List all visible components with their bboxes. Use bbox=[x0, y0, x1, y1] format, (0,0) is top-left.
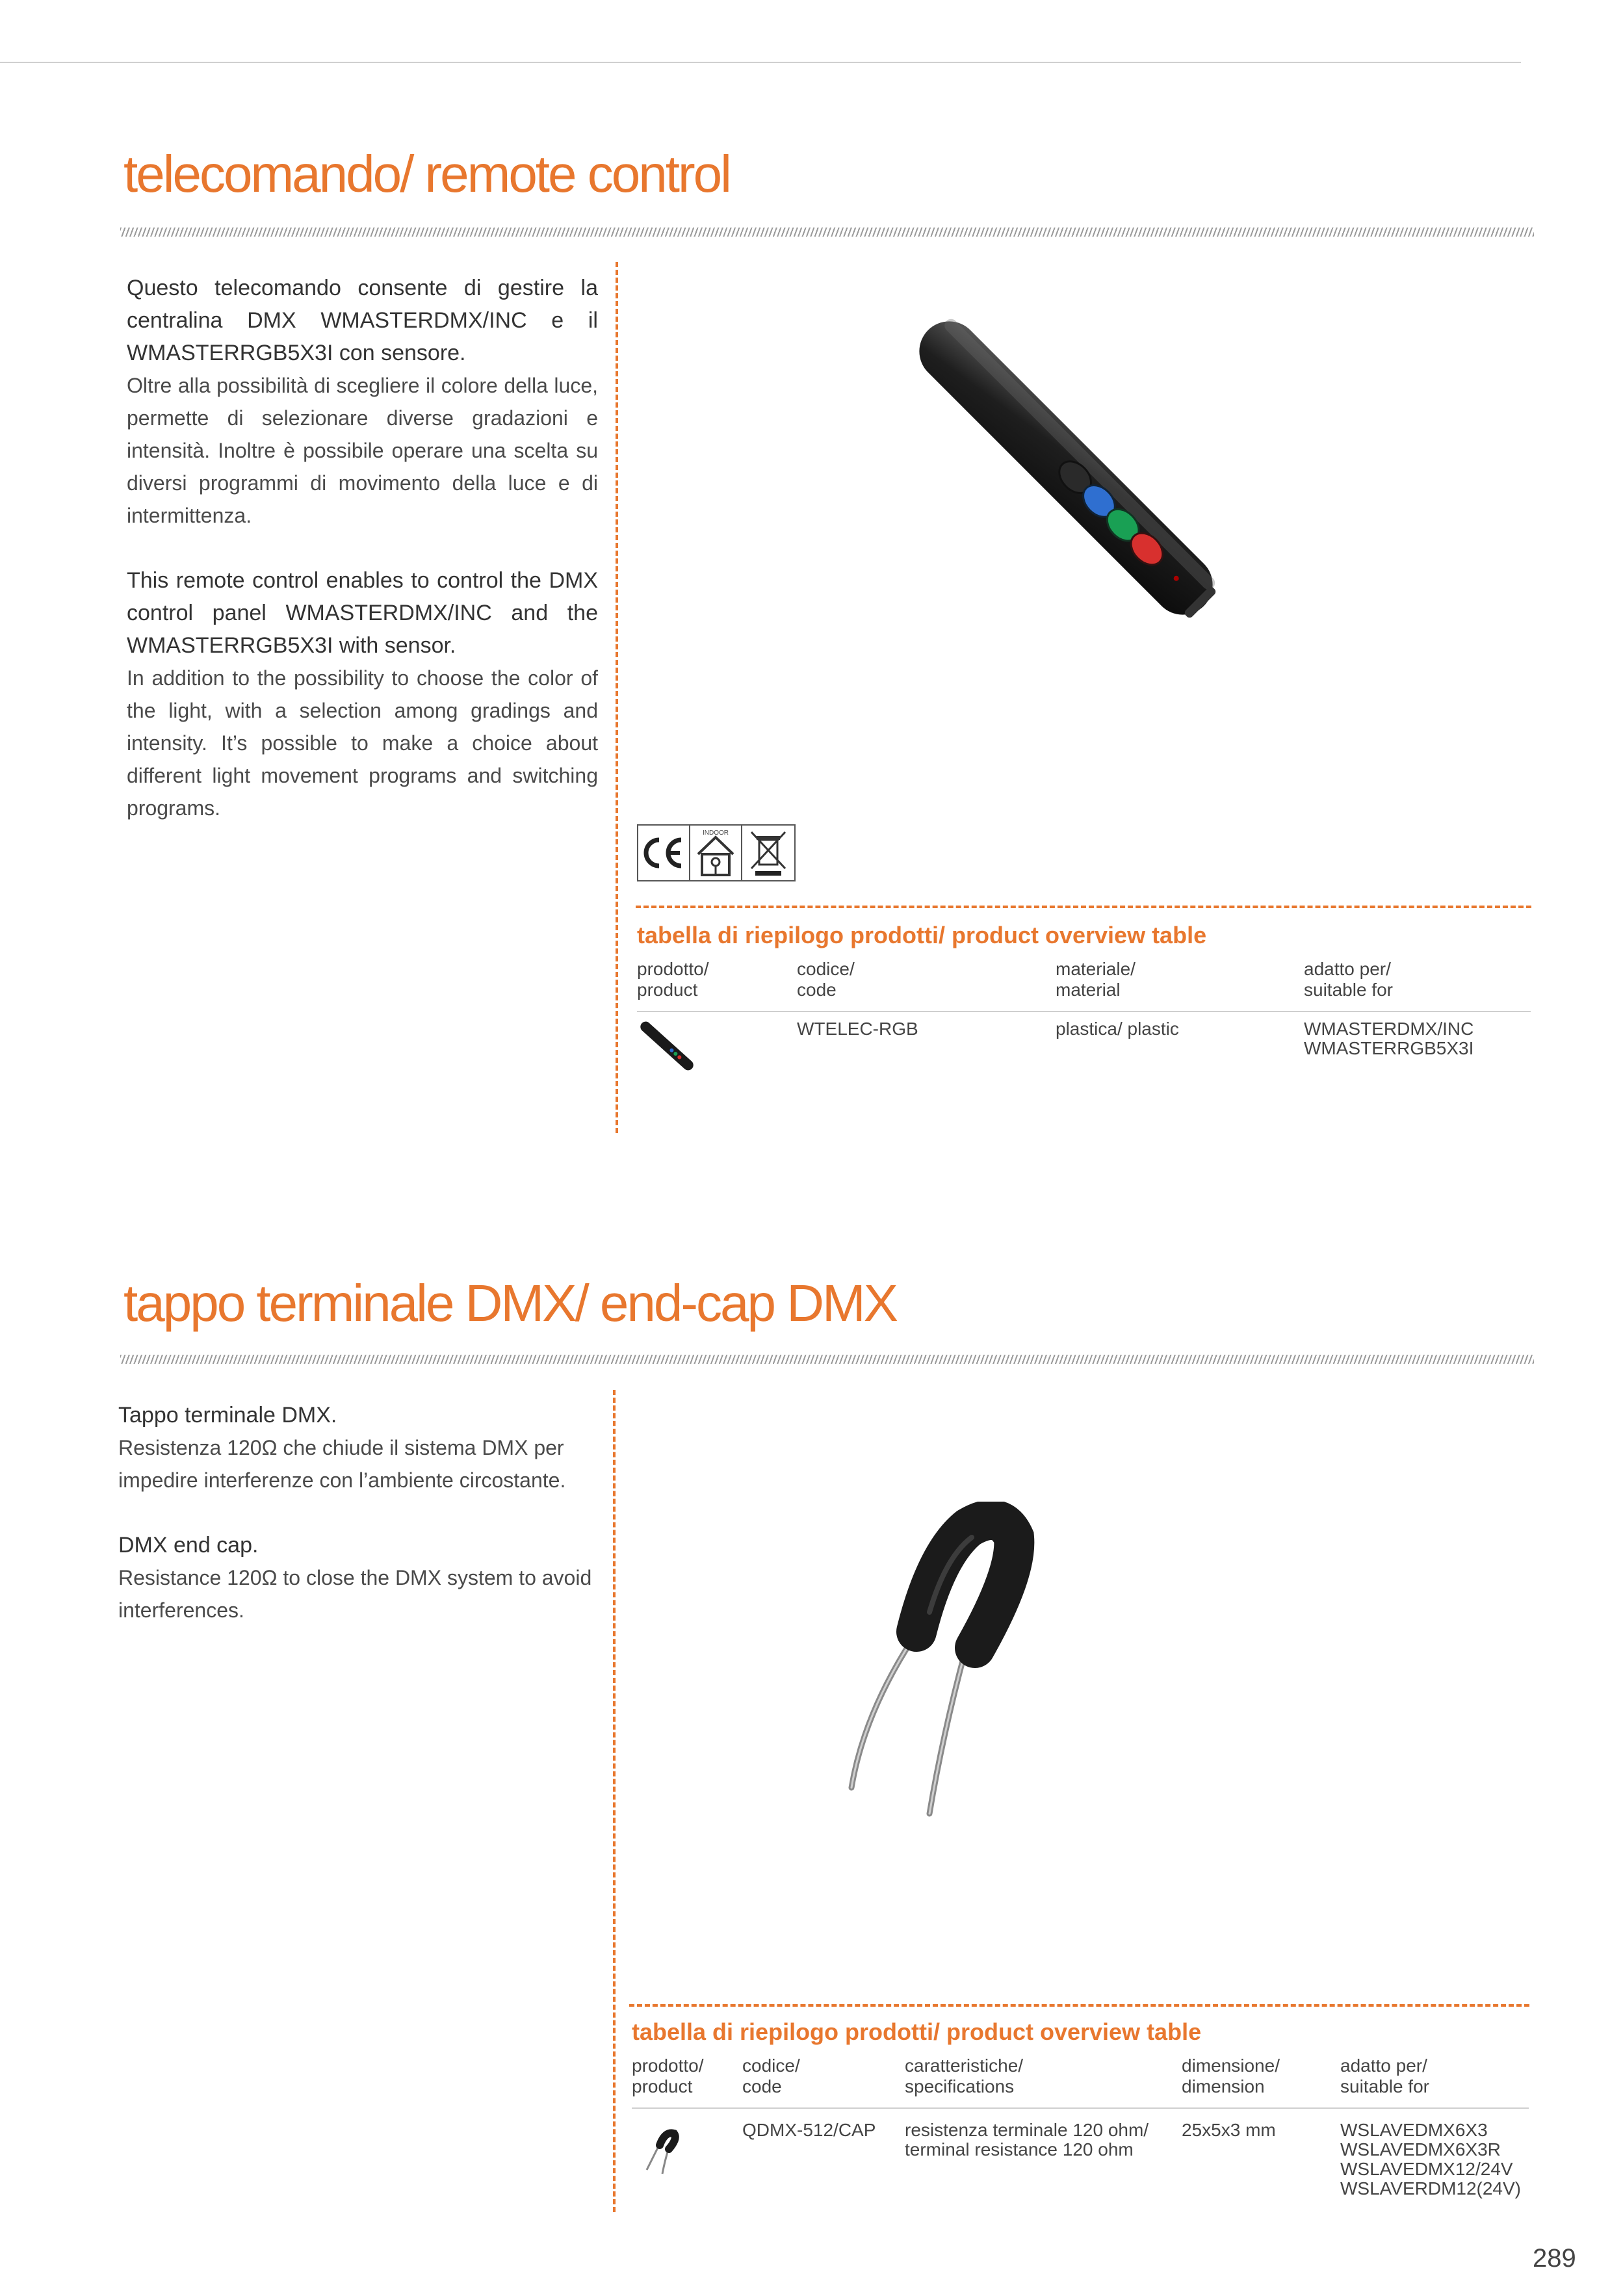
section2-header-suitable: adatto per/ suitable for bbox=[1340, 2055, 1429, 2096]
section1-it-body: Oltre alla possibilità di scegliere il colore della luce, permette di selezionare diverse gradazioni e intensità. Inoltre è possibile operare una scelta su diversi programmi di movimento della luce e di intermittenza. bbox=[127, 374, 598, 527]
end-cap-image bbox=[838, 1502, 1202, 1833]
remote-control-image bbox=[884, 312, 1248, 624]
section1-header-code: codice/ code bbox=[797, 959, 855, 1000]
indoor-house-icon bbox=[690, 826, 742, 880]
top-rule bbox=[0, 62, 1521, 63]
section1-header-rule bbox=[637, 1011, 1531, 1012]
section1-header-material: materiale/ material bbox=[1056, 959, 1136, 1000]
section2-table-title: tabella di riepilogo prodotti/ product overview table bbox=[632, 2018, 1202, 2045]
section1-table-title: tabella di riepilogo prodotti/ product overview table bbox=[637, 922, 1207, 948]
section1-en-lead: This remote control enables to control the DMX control panel WMASTERDMX/INC and the WMASTERRGB5X3I with sensor. bbox=[127, 568, 598, 658]
section2-title: tappo terminale DMX/ end-cap DMX bbox=[123, 1274, 896, 1332]
section2-it-lead: Tappo terminale DMX. bbox=[118, 1403, 337, 1428]
section2-hatch-divider bbox=[120, 1355, 1534, 1364]
section1-row-material: plastica/ plastic bbox=[1056, 1019, 1179, 1039]
section1-title: telecomando/ remote control bbox=[123, 145, 730, 203]
section2-en-lead: DMX end cap. bbox=[118, 1533, 259, 1558]
section1-en-body: In addition to the possibility to choose the color of the light, with a selection among gradings and intensity. It’s possible to make a choice about different light movement programs and switching programs. bbox=[127, 666, 598, 820]
section1-description bbox=[127, 272, 598, 824]
end-cap-thumbnail bbox=[640, 2124, 692, 2176]
section2-en-body: Resistance 120Ω to close the DMX system to avoid interferences. bbox=[118, 1566, 592, 1622]
section2-row-spec: resistenza terminale 120 ohm/ terminal resistance 120 ohm bbox=[905, 2120, 1149, 2159]
certification-marks bbox=[637, 824, 796, 881]
section1-hatch-divider bbox=[120, 228, 1534, 237]
section2-header-rule bbox=[632, 2107, 1529, 2109]
section1-row-suitable: WMASTERDMX/INC WMASTERRGB5X3I bbox=[1304, 1019, 1474, 1058]
section1-header-product: prodotto/ product bbox=[637, 959, 709, 1000]
section2-vertical-divider bbox=[613, 1390, 616, 2212]
section2-row-code: QDMX-512/CAP bbox=[742, 2120, 876, 2140]
section2-row-suitable: WSLAVEDMX6X3 WSLAVEDMX6X3R WSLAVEDMX12/24V WSLAVERDM12(24V) bbox=[1340, 2120, 1522, 2198]
section1-it-lead: Questo telecomando consente di gestire la centralina DMX WMASTERDMX/INC e il WMASTERRGB5X3I con sensore. bbox=[127, 276, 598, 365]
section2-row-dimension: 25x5x3 mm bbox=[1182, 2120, 1276, 2140]
section2-header-code: codice/ code bbox=[742, 2055, 800, 2096]
indoor-label: INDOOR bbox=[703, 829, 729, 837]
remote-control-thumbnail bbox=[636, 1019, 698, 1073]
section2-header-product: prodotto/ product bbox=[632, 2055, 704, 2096]
section1-vertical-divider bbox=[616, 262, 618, 1133]
section2-it-body: Resistenza 120Ω che chiude il sistema DMX per impedire interferenze con l’ambiente circostante. bbox=[118, 1436, 566, 1492]
section1-table-top-dashed-rule bbox=[636, 906, 1531, 908]
section2-table-top-dashed-rule bbox=[629, 2004, 1529, 2007]
section2-description bbox=[118, 1399, 599, 1626]
section2-header-dimension: dimensione/ dimension bbox=[1182, 2055, 1280, 2096]
page-number: 289 bbox=[1533, 2244, 1576, 2273]
section2-header-spec: caratteristiche/ specifications bbox=[905, 2055, 1024, 2096]
section1-row-code: WTELEC-RGB bbox=[797, 1019, 918, 1039]
ce-mark-icon bbox=[638, 826, 690, 880]
weee-bin-icon bbox=[742, 826, 794, 880]
section1-header-suitable: adatto per/ suitable for bbox=[1304, 959, 1393, 1000]
